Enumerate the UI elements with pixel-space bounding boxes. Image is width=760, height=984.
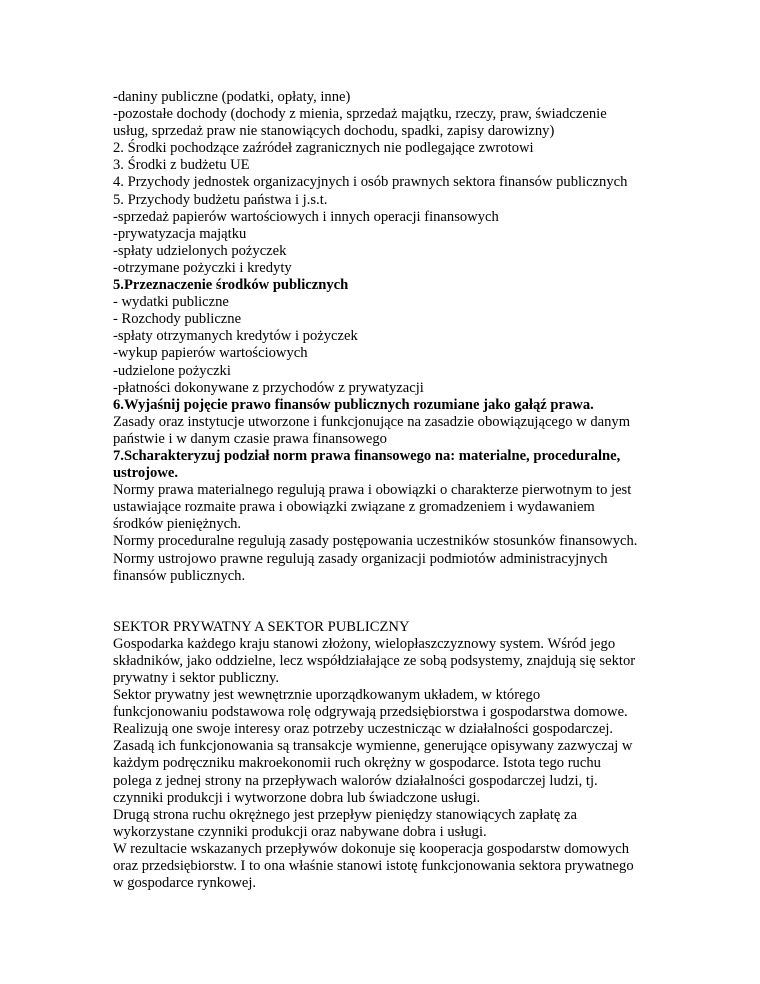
heading-6: 6.Wyjaśnij pojęcie prawo finansów publicznych rozumiane jako gałąź prawa. — [113, 396, 594, 413]
heading-7 — [113, 448, 658, 482]
paragraph-gap — [113, 585, 658, 619]
text-line: czynniki produkcji i wytworzone dobra lub świadczone usługi. — [113, 789, 481, 806]
text-line: Normy proceduralne regulują zasady postępowania uczestników stosunków finansowych. — [113, 533, 638, 550]
section-6-body — [113, 414, 658, 448]
text-line: polega z jednej strony na przepływach walorów działalności gospodarczej ludzi, tj. — [113, 772, 598, 789]
text-line: 2. Środki pochodzące zaźródeł zagranicznych nie podlegające zwrotowi — [113, 140, 534, 157]
text-line: oraz przedsiębiorstw. I to ona właśnie stanowi istotę funkcjonowania sektora prywatnego — [113, 858, 634, 875]
text-line: Gospodarka każdego kraju stanowi złożony, wielopłaszczyznowy system. Wśród jego — [113, 635, 616, 652]
income-sources-list — [113, 89, 658, 277]
heading-line: ustrojowe. — [113, 465, 178, 482]
text-line: -wykup papierów wartościowych — [113, 345, 308, 362]
text-line: 3. Środki z budżetu UE — [113, 157, 250, 174]
text-line: Zasadą ich funkcjonowania są transakcje wymienne, generujące opisywany zazwyczaj w — [113, 738, 633, 755]
text-line: finansów publicznych. — [113, 567, 246, 584]
text-line: każdym podręczniku makroekonomii ruch okrężny w gospodarce. Istota tego ruchu — [113, 755, 601, 772]
text-line: Normy prawa materialnego regulują prawa i obowiązki o charakterze pierwotnym to jest — [113, 482, 632, 499]
text-line: usług, sprzedaż praw nie stanowiących dochodu, spadki, zapisy darowizny) — [113, 123, 555, 140]
section-7-body — [113, 482, 658, 585]
heading-5: 5.Przeznaczenie środków publicznych — [113, 277, 349, 294]
text-line: funkcjonowaniu podstawowa rolę odgrywają przedsiębiorstwa i gospodarstwa domowe. — [113, 704, 628, 721]
sector-title: SEKTOR PRYWATNY A SEKTOR PUBLICZNY — [113, 618, 410, 635]
text-line: -spłaty otrzymanych kredytów i pożyczek — [113, 328, 358, 345]
text-line: Normy ustrojowo prawne regulują zasady organizacji podmiotów administracyjnych — [113, 550, 608, 567]
text-line: -otrzymane pożyczki i kredyty — [113, 259, 292, 276]
text-line: - wydatki publiczne — [113, 294, 229, 311]
text-line: ustawiające rozmaite prawa i obowiązki związane z gromadzeniem i wydawaniem — [113, 499, 595, 516]
text-line: -spłaty udzielonych pożyczek — [113, 242, 287, 259]
text-line: 4. Przychody jednostek organizacyjnych i osób prawnych sektora finansów publicznych — [113, 174, 628, 191]
text-line: Drugą strona ruchu okrężnego jest przepływ pieniędzy stanowiących zapłatę za — [113, 806, 577, 823]
text-line: prywatny i sektor publiczny. — [113, 670, 280, 686]
text-line: W rezultacie wskazanych przepływów dokonuje się kooperacja gospodarstw domowych — [113, 840, 630, 857]
text-line: - Rozchody publiczne — [113, 311, 242, 328]
text-line: w gospodarce rynkowej. — [113, 875, 257, 892]
text-line: Zasady oraz instytucje utworzone i funkcjonujące na zasadzie obowiązującego w danym — [113, 413, 631, 430]
text-line: -prywatyzacja majątku — [113, 225, 247, 242]
text-line: państwie i w danym czasie prawa finansowego — [113, 430, 387, 447]
text-line: -płatności dokonywane z przychodów z prywatyzacji — [113, 379, 424, 396]
sector-body — [113, 636, 658, 892]
text-line: Realizują one swoje interesy oraz potrzeby uczestnicząc w działalności gospodarczej. — [113, 721, 614, 738]
text-line: środków pieniężnych. — [113, 516, 242, 533]
text-line: -pozostałe dochody (dochody z mienia, sprzedaż majątku, rzeczy, praw, świadczenie — [113, 106, 607, 123]
document-page — [113, 89, 658, 892]
text-line: -udzielone pożyczki — [113, 362, 231, 379]
text-line: składników, jako oddzielne, lecz współdziałające ze sobą podsystemy, znajdują się sektor — [113, 652, 636, 669]
text-line: wykorzystane czynniki produkcji oraz nabywane dobra i usługi. — [113, 823, 487, 840]
text-line: Sektor prywatny jest wewnętrznie uporządkowanym układem, w którego — [113, 687, 541, 704]
heading-line: 7.Scharakteryzuj podział norm prawa finansowego na: materialne, proceduralne, — [113, 447, 621, 464]
spending-list — [113, 294, 658, 397]
text-line: 5. Przychody budżetu państwa i j.s.t. — [113, 191, 328, 208]
text-line: -daniny publiczne (podatki, opłaty, inne) — [113, 89, 351, 105]
text-line: -sprzedaż papierów wartościowych i innych operacji finansowych — [113, 208, 499, 225]
